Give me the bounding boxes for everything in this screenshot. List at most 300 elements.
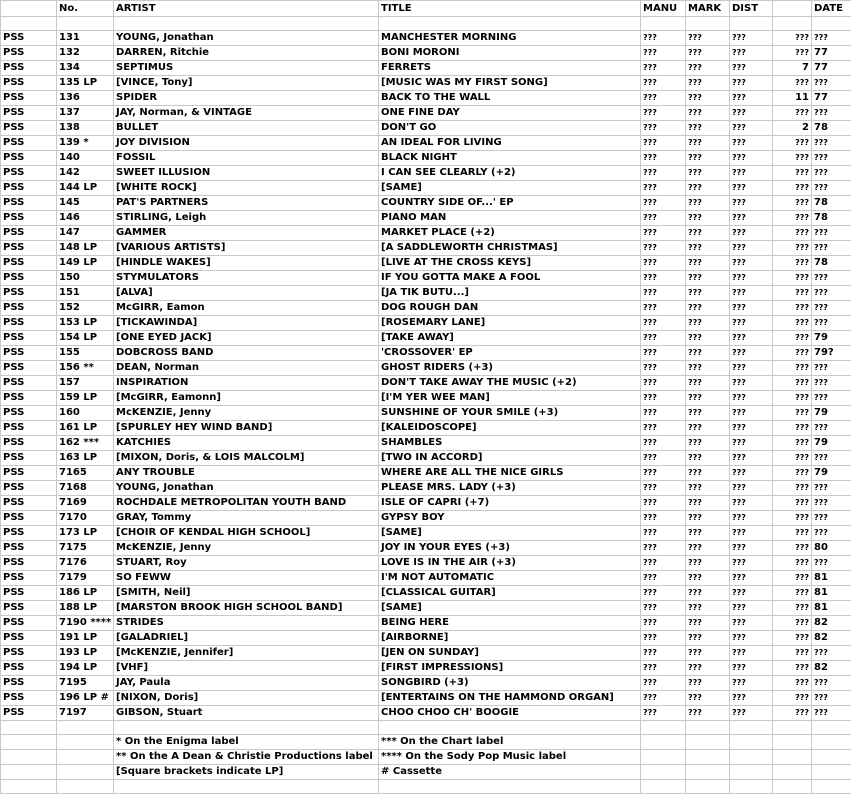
- artist-cell: McKENZIE, Jenny: [114, 541, 379, 556]
- label-cell: PSS: [1, 571, 57, 586]
- footnote-left: ** On the A Dean & Christie Productions label: [114, 750, 379, 765]
- title-cell: ISLE OF CAPRI (+7): [379, 496, 641, 511]
- chart-cell: 2: [773, 121, 812, 136]
- chart-cell: 7: [773, 61, 812, 76]
- manu-cell: ???: [641, 376, 686, 391]
- number-cell: 151: [57, 286, 114, 301]
- empty-cell: [773, 750, 812, 765]
- mark-cell: ???: [686, 61, 730, 76]
- title-cell: [ROSEMARY LANE]: [379, 316, 641, 331]
- label-cell: PSS: [1, 256, 57, 271]
- spacer-row: [1, 780, 851, 794]
- dist-cell: ???: [730, 331, 773, 346]
- label-cell: PSS: [1, 136, 57, 151]
- chart-cell: ???: [773, 646, 812, 661]
- date-cell: ???: [812, 226, 851, 241]
- table-row: [1, 196, 851, 211]
- manu-cell: ???: [641, 601, 686, 616]
- empty-cell: [686, 750, 730, 765]
- empty-cell: [114, 780, 379, 794]
- manu-cell: ???: [641, 691, 686, 706]
- manu-cell: ???: [641, 91, 686, 106]
- dist-cell: ???: [730, 196, 773, 211]
- mark-cell: ???: [686, 391, 730, 406]
- chart-cell: ???: [773, 436, 812, 451]
- table-row: [1, 181, 851, 196]
- dist-cell: ???: [730, 676, 773, 691]
- date-cell: 81: [812, 571, 851, 586]
- manu-cell: ???: [641, 211, 686, 226]
- table-row: [1, 496, 851, 511]
- chart-cell: ???: [773, 181, 812, 196]
- date-cell: 79: [812, 406, 851, 421]
- number-cell: 161 LP: [57, 421, 114, 436]
- empty-cell: [686, 721, 730, 735]
- label-cell: PSS: [1, 301, 57, 316]
- artist-cell: JAY, Paula: [114, 676, 379, 691]
- footnote-left: * On the Enigma label: [114, 735, 379, 750]
- label-cell: PSS: [1, 541, 57, 556]
- empty-cell: [114, 721, 379, 735]
- title-cell: [I'M YER WEE MAN]: [379, 391, 641, 406]
- mark-cell: ???: [686, 46, 730, 61]
- empty-cell: [641, 750, 686, 765]
- table-row: [1, 601, 851, 616]
- mark-cell: ???: [686, 181, 730, 196]
- table-row: [1, 706, 851, 721]
- number-cell: 135 LP: [57, 76, 114, 91]
- dist-cell: ???: [730, 241, 773, 256]
- mark-cell: ???: [686, 76, 730, 91]
- mark-cell: ???: [686, 511, 730, 526]
- artist-cell: ANY TROUBLE: [114, 466, 379, 481]
- manu-cell: ???: [641, 271, 686, 286]
- empty-cell: [379, 721, 641, 735]
- manu-cell: ???: [641, 316, 686, 331]
- chart-cell: ???: [773, 511, 812, 526]
- empty-cell: [641, 17, 686, 31]
- number-cell: 186 LP: [57, 586, 114, 601]
- table-row: [1, 481, 851, 496]
- title-cell: [AIRBORNE]: [379, 631, 641, 646]
- number-cell: 157: [57, 376, 114, 391]
- artist-cell: STRIDES: [114, 616, 379, 631]
- empty-cell: [730, 765, 773, 780]
- date-cell: 82: [812, 616, 851, 631]
- dist-cell: ???: [730, 391, 773, 406]
- artist-cell: [CHOIR OF KENDAL HIGH SCHOOL]: [114, 526, 379, 541]
- empty-cell: [773, 721, 812, 735]
- chart-cell: ???: [773, 691, 812, 706]
- manu-cell: ???: [641, 676, 686, 691]
- manu-cell: ???: [641, 406, 686, 421]
- chart-cell: ???: [773, 151, 812, 166]
- spreadsheet-body: [1, 1, 851, 794]
- chart-cell: ???: [773, 241, 812, 256]
- table-row: [1, 571, 851, 586]
- manu-cell: ???: [641, 121, 686, 136]
- dist-cell: ???: [730, 421, 773, 436]
- dist-cell: ???: [730, 436, 773, 451]
- dist-cell: ???: [730, 226, 773, 241]
- table-row: [1, 136, 851, 151]
- title-cell: BEING HERE: [379, 616, 641, 631]
- chart-cell: ???: [773, 541, 812, 556]
- number-cell: 7165: [57, 466, 114, 481]
- chart-cell: 11: [773, 91, 812, 106]
- chart-cell: ???: [773, 601, 812, 616]
- mark-cell: ???: [686, 601, 730, 616]
- artist-cell: [McKENZIE, Jennifer]: [114, 646, 379, 661]
- artist-cell: [MIXON, Doris, & LOIS MALCOLM]: [114, 451, 379, 466]
- date-cell: ???: [812, 481, 851, 496]
- date-cell: 79: [812, 331, 851, 346]
- table-row: [1, 346, 851, 361]
- number-cell: 193 LP: [57, 646, 114, 661]
- date-cell: 81: [812, 586, 851, 601]
- date-cell: ???: [812, 451, 851, 466]
- mark-cell: ???: [686, 406, 730, 421]
- label-cell: PSS: [1, 631, 57, 646]
- title-cell: COUNTRY SIDE OF...' EP: [379, 196, 641, 211]
- number-cell: 144 LP: [57, 181, 114, 196]
- mark-cell: ???: [686, 151, 730, 166]
- footnote-right: *** On the Chart label: [379, 735, 641, 750]
- mark-cell: ???: [686, 166, 730, 181]
- artist-cell: DARREN, Ritchie: [114, 46, 379, 61]
- mark-cell: ???: [686, 496, 730, 511]
- number-cell: 7175: [57, 541, 114, 556]
- empty-cell: [641, 780, 686, 794]
- label-cell: PSS: [1, 91, 57, 106]
- number-cell: 191 LP: [57, 631, 114, 646]
- table-row: [1, 91, 851, 106]
- label-cell: PSS: [1, 271, 57, 286]
- empty-cell: [379, 17, 641, 31]
- manu-cell: ???: [641, 556, 686, 571]
- artist-cell: [VARIOUS ARTISTS]: [114, 241, 379, 256]
- dist-cell: ???: [730, 316, 773, 331]
- title-cell: GYPSY BOY: [379, 511, 641, 526]
- number-cell: 149 LP: [57, 256, 114, 271]
- chart-cell: ???: [773, 406, 812, 421]
- empty-cell: [57, 750, 114, 765]
- number-cell: 145: [57, 196, 114, 211]
- number-cell: 194 LP: [57, 661, 114, 676]
- title-cell: ONE FINE DAY: [379, 106, 641, 121]
- manu-cell: ???: [641, 391, 686, 406]
- number-cell: 139 *: [57, 136, 114, 151]
- manu-cell: ???: [641, 286, 686, 301]
- artist-cell: [TICKAWINDA]: [114, 316, 379, 331]
- manu-cell: ???: [641, 151, 686, 166]
- date-cell: ???: [812, 76, 851, 91]
- date-cell: ???: [812, 316, 851, 331]
- title-cell: JOY IN YOUR EYES (+3): [379, 541, 641, 556]
- date-cell: ???: [812, 271, 851, 286]
- mark-cell: ???: [686, 586, 730, 601]
- dist-cell: ???: [730, 541, 773, 556]
- dist-cell: ???: [730, 571, 773, 586]
- table-row: [1, 361, 851, 376]
- table-row: [1, 691, 851, 706]
- empty-cell: [57, 721, 114, 735]
- number-cell: 132: [57, 46, 114, 61]
- empty-cell: [773, 735, 812, 750]
- table-row: [1, 31, 851, 46]
- title-cell: SONGBIRD (+3): [379, 676, 641, 691]
- title-cell: I CAN SEE CLEARLY (+2): [379, 166, 641, 181]
- chart-cell: ???: [773, 391, 812, 406]
- label-cell: PSS: [1, 466, 57, 481]
- empty-cell: [812, 750, 851, 765]
- manu-cell: ???: [641, 511, 686, 526]
- label-cell: PSS: [1, 361, 57, 376]
- footnote-row: [1, 750, 851, 765]
- label-cell: PSS: [1, 211, 57, 226]
- artist-cell: YOUNG, Jonathan: [114, 31, 379, 46]
- title-cell: [LIVE AT THE CROSS KEYS]: [379, 256, 641, 271]
- chart-cell: ???: [773, 586, 812, 601]
- footnote-right: **** On the Sody Pop Music label: [379, 750, 641, 765]
- mark-cell: ???: [686, 571, 730, 586]
- manu-cell: ???: [641, 226, 686, 241]
- dist-cell: ???: [730, 76, 773, 91]
- label-cell: PSS: [1, 451, 57, 466]
- empty-cell: [812, 17, 851, 31]
- manu-cell: ???: [641, 706, 686, 721]
- table-row: [1, 316, 851, 331]
- dist-cell: ???: [730, 616, 773, 631]
- title-cell: [SAME]: [379, 181, 641, 196]
- date-cell: ???: [812, 136, 851, 151]
- date-cell: 82: [812, 631, 851, 646]
- label-cell: PSS: [1, 691, 57, 706]
- empty-cell: [812, 765, 851, 780]
- chart-cell: ???: [773, 76, 812, 91]
- dist-cell: ???: [730, 136, 773, 151]
- mark-cell: ???: [686, 616, 730, 631]
- manu-cell: ???: [641, 631, 686, 646]
- dist-cell: ???: [730, 586, 773, 601]
- dist-cell: ???: [730, 271, 773, 286]
- footnote-row: [1, 765, 851, 780]
- label-cell: PSS: [1, 76, 57, 91]
- dist-cell: ???: [730, 346, 773, 361]
- number-cell: 136: [57, 91, 114, 106]
- header-artist-cell: ARTIST: [114, 1, 379, 17]
- chart-cell: ???: [773, 331, 812, 346]
- table-row: [1, 46, 851, 61]
- number-cell: 196 LP #: [57, 691, 114, 706]
- dist-cell: ???: [730, 91, 773, 106]
- manu-cell: ???: [641, 496, 686, 511]
- title-cell: FERRETS: [379, 61, 641, 76]
- title-cell: [JA TIK BUTU...]: [379, 286, 641, 301]
- mark-cell: ???: [686, 256, 730, 271]
- table-row: [1, 451, 851, 466]
- artist-cell: GRAY, Tommy: [114, 511, 379, 526]
- number-cell: 188 LP: [57, 601, 114, 616]
- artist-cell: SPIDER: [114, 91, 379, 106]
- label-cell: PSS: [1, 706, 57, 721]
- artist-cell: SO FEWW: [114, 571, 379, 586]
- table-row: [1, 541, 851, 556]
- title-cell: GHOST RIDERS (+3): [379, 361, 641, 376]
- empty-cell: [686, 780, 730, 794]
- dist-cell: ???: [730, 211, 773, 226]
- empty-cell: [686, 735, 730, 750]
- artist-cell: [VINCE, Tony]: [114, 76, 379, 91]
- chart-cell: ???: [773, 496, 812, 511]
- title-cell: SHAMBLES: [379, 436, 641, 451]
- label-cell: PSS: [1, 121, 57, 136]
- empty-cell: [773, 17, 812, 31]
- header-row: [1, 1, 851, 17]
- mark-cell: ???: [686, 361, 730, 376]
- date-cell: ???: [812, 556, 851, 571]
- number-cell: 7179: [57, 571, 114, 586]
- chart-cell: ???: [773, 616, 812, 631]
- chart-cell: ???: [773, 481, 812, 496]
- dist-cell: ???: [730, 556, 773, 571]
- dist-cell: ???: [730, 661, 773, 676]
- table-row: [1, 466, 851, 481]
- date-cell: ???: [812, 691, 851, 706]
- chart-cell: ???: [773, 631, 812, 646]
- table-row: [1, 226, 851, 241]
- mark-cell: ???: [686, 241, 730, 256]
- empty-cell: [730, 17, 773, 31]
- number-cell: 142: [57, 166, 114, 181]
- table-row: [1, 241, 851, 256]
- date-cell: 78: [812, 121, 851, 136]
- table-row: [1, 286, 851, 301]
- table-row: [1, 631, 851, 646]
- manu-cell: ???: [641, 61, 686, 76]
- dist-cell: ???: [730, 481, 773, 496]
- mark-cell: ???: [686, 226, 730, 241]
- table-row: [1, 586, 851, 601]
- manu-cell: ???: [641, 661, 686, 676]
- title-cell: MANCHESTER MORNING: [379, 31, 641, 46]
- dist-cell: ???: [730, 376, 773, 391]
- header-label-cell: [1, 1, 57, 17]
- table-row: [1, 391, 851, 406]
- empty-cell: [773, 765, 812, 780]
- dist-cell: ???: [730, 646, 773, 661]
- table-row: [1, 151, 851, 166]
- mark-cell: ???: [686, 121, 730, 136]
- empty-cell: [1, 721, 57, 735]
- mark-cell: ???: [686, 91, 730, 106]
- number-cell: 148 LP: [57, 241, 114, 256]
- artist-cell: [McGIRR, Eamonn]: [114, 391, 379, 406]
- label-cell: PSS: [1, 496, 57, 511]
- mark-cell: ???: [686, 676, 730, 691]
- mark-cell: ???: [686, 541, 730, 556]
- title-cell: [MUSIC WAS MY FIRST SONG]: [379, 76, 641, 91]
- number-cell: 162 ***: [57, 436, 114, 451]
- artist-cell: KATCHIES: [114, 436, 379, 451]
- dist-cell: ???: [730, 361, 773, 376]
- table-row: [1, 166, 851, 181]
- manu-cell: ???: [641, 46, 686, 61]
- empty-cell: [1, 735, 57, 750]
- empty-cell: [812, 721, 851, 735]
- date-cell: 81: [812, 601, 851, 616]
- manu-cell: ???: [641, 196, 686, 211]
- header-dist-cell: DIST: [730, 1, 773, 17]
- empty-cell: [57, 17, 114, 31]
- artist-cell: STYMULATORS: [114, 271, 379, 286]
- chart-cell: ???: [773, 316, 812, 331]
- number-cell: 7169: [57, 496, 114, 511]
- title-cell: [A SADDLEWORTH CHRISTMAS]: [379, 241, 641, 256]
- manu-cell: ???: [641, 31, 686, 46]
- number-cell: 146: [57, 211, 114, 226]
- mark-cell: ???: [686, 331, 730, 346]
- date-cell: 78: [812, 196, 851, 211]
- manu-cell: ???: [641, 436, 686, 451]
- empty-cell: [812, 735, 851, 750]
- mark-cell: ???: [686, 661, 730, 676]
- dist-cell: ???: [730, 466, 773, 481]
- artist-cell: JOY DIVISION: [114, 136, 379, 151]
- manu-cell: ???: [641, 526, 686, 541]
- date-cell: ???: [812, 286, 851, 301]
- artist-cell: DEAN, Norman: [114, 361, 379, 376]
- dist-cell: ???: [730, 121, 773, 136]
- artist-cell: INSPIRATION: [114, 376, 379, 391]
- manu-cell: ???: [641, 346, 686, 361]
- title-cell: 'CROSSOVER' EP: [379, 346, 641, 361]
- number-cell: 140: [57, 151, 114, 166]
- number-cell: 131: [57, 31, 114, 46]
- number-cell: 138: [57, 121, 114, 136]
- table-row: [1, 106, 851, 121]
- manu-cell: ???: [641, 256, 686, 271]
- empty-cell: [1, 780, 57, 794]
- table-row: [1, 376, 851, 391]
- artist-cell: STIRLING, Leigh: [114, 211, 379, 226]
- label-cell: PSS: [1, 421, 57, 436]
- number-cell: 155: [57, 346, 114, 361]
- label-cell: PSS: [1, 181, 57, 196]
- mark-cell: ???: [686, 271, 730, 286]
- table-row: [1, 661, 851, 676]
- artist-cell: McKENZIE, Jenny: [114, 406, 379, 421]
- title-cell: MARKET PLACE (+2): [379, 226, 641, 241]
- chart-cell: ???: [773, 556, 812, 571]
- chart-cell: ???: [773, 46, 812, 61]
- label-cell: PSS: [1, 106, 57, 121]
- title-cell: [TAKE AWAY]: [379, 331, 641, 346]
- dist-cell: ???: [730, 691, 773, 706]
- table-row: [1, 76, 851, 91]
- dist-cell: ???: [730, 106, 773, 121]
- number-cell: 156 **: [57, 361, 114, 376]
- date-cell: ???: [812, 166, 851, 181]
- artist-cell: GIBSON, Stuart: [114, 706, 379, 721]
- date-cell: ???: [812, 376, 851, 391]
- label-cell: PSS: [1, 61, 57, 76]
- date-cell: ???: [812, 706, 851, 721]
- artist-cell: [ONE EYED JACK]: [114, 331, 379, 346]
- date-cell: 77: [812, 61, 851, 76]
- chart-cell: ???: [773, 211, 812, 226]
- manu-cell: ???: [641, 451, 686, 466]
